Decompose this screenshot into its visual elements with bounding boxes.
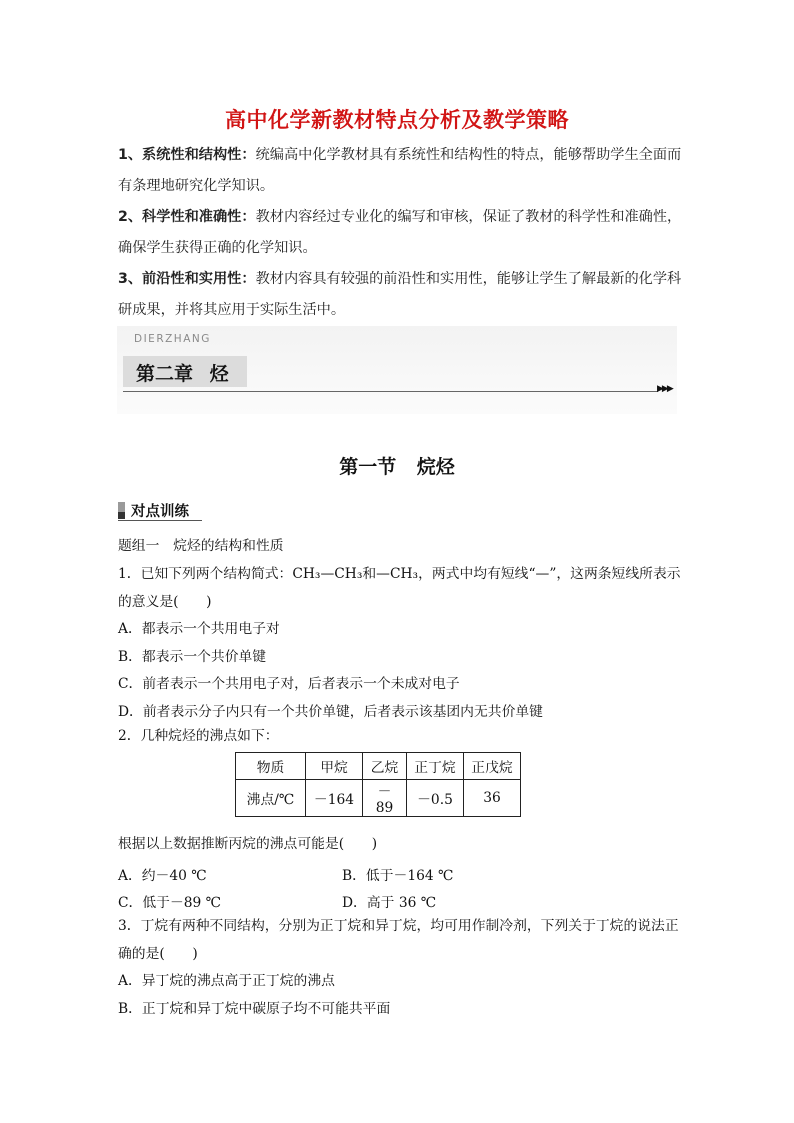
section-title: 第一节 烷烃 (339, 456, 455, 478)
bookmark-icon-base (118, 512, 125, 519)
feature-3-line1: 教材内容具有较强的前沿性和实用性，能够让学生了解最新的化学科 (255, 271, 682, 287)
page-title: 高中化学新教材特点分析及教学策略 (225, 108, 569, 132)
table-row (236, 780, 521, 817)
q2-option-b: B．低于－164 ℃ (342, 868, 454, 884)
table-cell: 乙烷 (363, 753, 407, 780)
q1-stem-line1: 1．已知下列两个结构简式：CH₃—CH₃和—CH₃，两式中均有短线“—”，这两条短线所表示 (118, 566, 681, 582)
q1-option-a: A．都表示一个共用电子对 (118, 621, 280, 637)
table-cell: 甲烷 (306, 753, 363, 780)
table-header-row (236, 753, 521, 780)
question-3 (118, 913, 680, 1023)
feature-1-line1: 统编高中化学教材具有系统性和结构性的特点，能够帮助学生全面而 (255, 147, 682, 163)
q2-option-d: D．高于 36 ℃ (342, 895, 437, 911)
feature-2-heading: 2、科学性和准确性： (118, 209, 256, 225)
q2-option-a: A．约－40 ℃ (118, 868, 207, 884)
training-label: 对点训练 (131, 504, 189, 520)
table-cell: 正戊烷 (464, 753, 521, 780)
table-cell: －0.5 (407, 780, 464, 817)
feature-1-line2: 有条理地研究化学知识。 (118, 178, 275, 194)
q1-stem-line2: 的意义是( ) (118, 593, 212, 610)
q3-stem-line2: 确的是( ) (118, 945, 198, 962)
q1-option-d: D．前者表示分子内只有一个共价单键，后者表示该基团内无共价单键 (118, 703, 543, 720)
training-underline (118, 520, 202, 521)
chapter-subtitle: DIERZHANG (134, 333, 211, 345)
q3-option-b: B．正丁烷和异丁烷中碳原子均不可能共平面 (118, 1000, 391, 1017)
table-cell: 36 (464, 780, 521, 817)
q1-option-c: C．前者表示一个共用电子对，后者表示一个未成对电子 (118, 676, 460, 692)
feature-3-line2: 研成果，并将其应用于实际生活中。 (118, 302, 346, 318)
question-1 (118, 561, 680, 726)
q2-question: 根据以上数据推断丙烷的沸点可能是( ) (118, 836, 378, 852)
q2-stem: 2．几种烷烃的沸点如下： (118, 728, 279, 744)
table-cell: －164 (306, 780, 363, 817)
table-cell: 正丁烷 (407, 753, 464, 780)
feature-3 (118, 264, 680, 326)
feature-1 (118, 140, 680, 202)
chapter-title: 第二章 烃 (136, 363, 229, 385)
q2-option-c: C．低于－89 ℃ (118, 895, 222, 911)
q3-option-a: A．异丁烷的沸点高于正丁烷的沸点 (118, 973, 335, 989)
table-cell: 物质 (236, 753, 306, 780)
feature-3-heading: 3、前沿性和实用性： (118, 271, 256, 287)
chapter-divider (123, 391, 658, 392)
feature-2-line2: 确保学生获得正确的化学知识。 (118, 240, 317, 256)
feature-1-heading: 1、系统性和结构性： (118, 147, 256, 163)
group-heading: 题组一 烷烃的结构和性质 (118, 538, 284, 554)
boiling-point-table (235, 752, 521, 817)
feature-2-line1: 教材内容经过专业化的编写和审核，保证了教材的科学性和准确性， (255, 209, 682, 225)
q3-stem-line1: 3．丁烷有两种不同结构，分别为正丁烷和异丁烷，均可用作制冷剂，下列关于丁烷的说法正 (118, 918, 679, 934)
arrow-right-icon: ▶▶▶ (657, 384, 672, 394)
feature-2 (118, 202, 680, 264)
table-cell: 沸点/℃ (236, 780, 306, 817)
q1-option-b: B．都表示一个共价单键 (118, 648, 267, 665)
table-cell: －89 (363, 780, 407, 817)
